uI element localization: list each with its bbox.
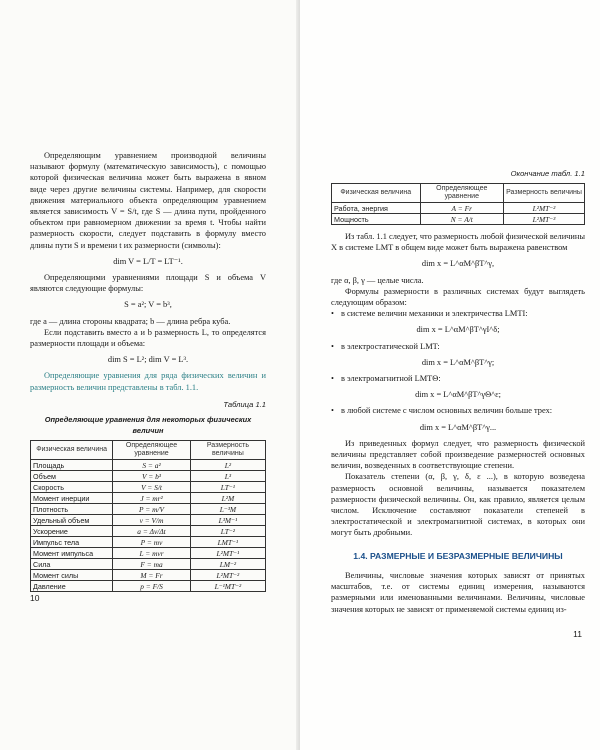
- quantity-cell: Момент импульса: [31, 548, 113, 559]
- equation-cell: V = b³: [113, 471, 191, 482]
- header-dimension: Размерность величины: [190, 441, 265, 460]
- right-para-5: Из приведенных формул следует, что размерность физической величины представляет собой произведение размерностей основных величин, возведенных в соответствующие степени.: [331, 438, 585, 471]
- equation-cell: v = V/m: [113, 515, 191, 526]
- table-row: [31, 493, 266, 504]
- quantity-cell: Импульс тела: [31, 537, 113, 548]
- left-para-1: Определяющим уравнением производной величины называют формулу (математическую зависимость), с помощью которой физическая величина может быть выражена в явном виде через другие величины системы. Например, для скорости движения материального объекта определяющим уравнением является зависимость V = S/t, где S — длина пути, пройденного объектом при равномерном движении за время t. Чтобы найти размерность скорости, следует подставить в формулу вместо длины пути S и времени t их размерности (символы):: [30, 151, 266, 250]
- equation-cell: M = Fr: [113, 570, 191, 581]
- formula-lmtheta: dim x = L^αM^βT^γΘ^ε;: [415, 390, 501, 400]
- bullet-lmtheta: • в электромагнитной LMTΘ:: [331, 373, 585, 384]
- table-row: [31, 460, 266, 471]
- quantities-table-continued: [331, 183, 585, 225]
- header-equation: Определяющее уравнение: [113, 441, 191, 460]
- quantity-cell: Давление: [31, 581, 113, 592]
- left-para-5-text: Определяющие уравнения для ряда физических величин и размерность величин представлены в табл. 1.1.: [30, 371, 266, 392]
- bullet-any-system: • в любой системе с числом основных величин больше трех:: [331, 405, 585, 416]
- dimension-cell: LT⁻²: [190, 526, 265, 537]
- page-number-left: 10: [30, 593, 40, 603]
- dimension-cell: L³M⁻¹: [190, 515, 265, 526]
- formula-lmti: dim x = L^αM^βT^γI^δ;: [416, 325, 500, 335]
- equation-cell: P = mv: [113, 537, 191, 548]
- quantity-cell: Момент инерции: [31, 493, 113, 504]
- quantity-cell: Удельный объем: [31, 515, 113, 526]
- dimension-cell: LM⁻²: [190, 559, 265, 570]
- table-row: [31, 471, 266, 482]
- formula-any: dim x = L^αM^βT^γ...: [419, 422, 497, 432]
- table-body: [31, 460, 266, 592]
- dimension-cell: L²MT⁻¹: [190, 548, 265, 559]
- quantity-cell: Скорость: [31, 482, 113, 493]
- right-para-7: Величины, числовые значения которых зависят от принятых масштабов, т.е. от системы единиц измерения, называются размерными или именованными величинами. Величины, числовые значения которых не зависят от применяемой системы единиц из-: [331, 570, 585, 614]
- dimension-cell: L²M: [190, 493, 265, 504]
- table-number: Таблица 1.1: [223, 399, 266, 409]
- right-para-2: Из табл. 1.1 следует, что размерность любой физической величины X в системе LMT в общем виде может быть выражена равенством: [331, 232, 585, 253]
- header-equation: Определяющее уравнение: [420, 184, 503, 203]
- table-row: [31, 570, 266, 581]
- formula-dim-s: dim S = L²; dim V = L³.: [107, 355, 189, 365]
- table-row: [31, 537, 266, 548]
- quantity-cell: Объем: [31, 471, 113, 482]
- quantity-cell: Площадь: [31, 460, 113, 471]
- table-row: [31, 482, 266, 493]
- formula-general: dim x = L^αM^βT^γ,: [421, 259, 495, 269]
- dimension-cell: L⁻¹MT⁻²: [190, 581, 265, 592]
- equation-cell: P = m/V: [113, 504, 191, 515]
- formula-dim-v: dim V = L/T = LT⁻¹.: [113, 256, 183, 266]
- right-para-4: Формулы размерности в различных системах будут выглядеть следующим образом:: [331, 286, 585, 308]
- header-quantity: Физическая величина: [31, 441, 113, 460]
- equation-cell: V = S/t: [113, 482, 191, 493]
- dimension-cell: L²: [190, 460, 265, 471]
- table-row: [31, 515, 266, 526]
- table-header-row: [31, 441, 266, 460]
- quantity-cell: Сила: [31, 559, 113, 570]
- right-text-column: [331, 168, 585, 615]
- table-body: [332, 203, 585, 225]
- dimension-cell: LMT⁻¹: [190, 537, 265, 548]
- quantity-cell: Мощность: [332, 214, 421, 225]
- left-para-4: Если подставить вместо a и b размерность L, то определятся размерности площади и объема:: [30, 327, 266, 349]
- left-para-3: где a — длина стороны квадрата; b — длина ребра куба.: [30, 316, 231, 326]
- equation-cell: F = ma: [113, 559, 191, 570]
- table-row: [31, 559, 266, 570]
- dimension-cell: L²MT⁻³: [504, 214, 585, 225]
- dimension-cell: L³: [190, 471, 265, 482]
- left-para-5: [30, 370, 266, 392]
- table-header-row: [332, 184, 585, 203]
- table-caption: Определяющие уравнения для некоторых физических величин: [44, 415, 252, 436]
- equation-cell: A = Fr: [420, 203, 503, 214]
- header-quantity: Физическая величина: [332, 184, 421, 203]
- header-dimension: Размерность величины: [504, 184, 585, 203]
- right-page: [300, 0, 600, 750]
- dimension-cell: L⁻³M: [190, 504, 265, 515]
- quantity-cell: Ускорение: [31, 526, 113, 537]
- dimension-cell: LT⁻¹: [190, 482, 265, 493]
- right-para-6: Показатель степени (α, β, γ, δ, ε ...), в которую возведена размерность основной величины, называется показателем размерности физической величины. Он, как правило, является целым числом. Исключение составляют показатели степеней в электростатической и электромагнитной системах, в которых они могут быть дробными.: [331, 472, 585, 538]
- quantities-table: [30, 440, 266, 592]
- table-row: [332, 214, 585, 225]
- quantity-cell: Работа, энергия: [332, 203, 421, 214]
- equation-cell: a = Δv/Δt: [113, 526, 191, 537]
- dimension-cell: L²MT⁻²: [190, 570, 265, 581]
- equation-cell: p = F/S: [113, 581, 191, 592]
- bullet-lmti: • в системе величин механики и электричества LMTI:: [331, 308, 585, 319]
- table-row: [332, 203, 585, 214]
- equation-cell: J = mr²: [113, 493, 191, 504]
- table-row: [31, 581, 266, 592]
- bullet-lmt: • в электростатической LMT:: [331, 341, 585, 352]
- equation-cell: N = A/t: [420, 214, 503, 225]
- left-para-2: Определяющими уравнениями площади S и объема V являются следующие формулы:: [30, 273, 266, 294]
- dimension-cell: L²MT⁻²: [504, 203, 585, 214]
- quantity-cell: Момент силы: [31, 570, 113, 581]
- table-row: [31, 504, 266, 515]
- section-title: 1.4. РАЗМЕРНЫЕ И БЕЗРАЗМЕРНЫЕ ВЕЛИЧИНЫ: [353, 550, 563, 561]
- table-end-label: Окончание табл. 1.1: [510, 169, 585, 178]
- left-text-column: [30, 150, 266, 592]
- table-row: [31, 548, 266, 559]
- table-row: [31, 526, 266, 537]
- equation-cell: L = mvr: [113, 548, 191, 559]
- page-number-right: 11: [573, 629, 582, 639]
- formula-area-volume: S = a²; V = b³,: [124, 300, 172, 310]
- equation-cell: S = a²: [113, 460, 191, 471]
- formula-lmt: dim x = L^αM^βT^γ;: [421, 357, 495, 367]
- quantity-cell: Плотность: [31, 504, 113, 515]
- right-para-3: где α, β, γ — целые числа.: [331, 275, 424, 285]
